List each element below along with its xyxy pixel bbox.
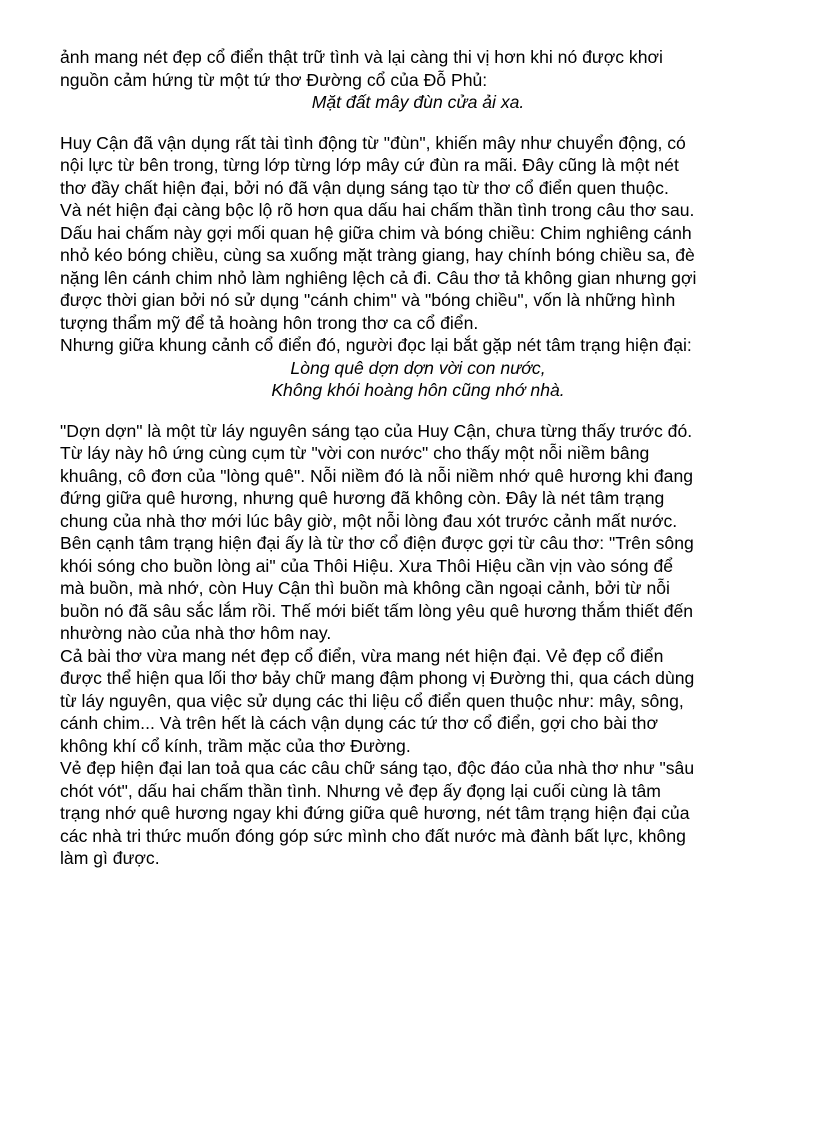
text-line: nội lực từ bên trong, từng lớp từng lớp mây cứ đùn ra mãi. Đây cũng là một nét <box>60 155 679 175</box>
text-line: từ láy nguyên, qua việc sử dụng các thi liệu cổ điển quen thuộc như: mây, sông, <box>60 690 684 711</box>
text-line: khuâng, cô đơn của "lòng quê". Nỗi niềm đó là nỗi niềm nhớ quê hương khi đang <box>60 465 694 486</box>
text-line: trạng nhớ quê hương ngay khi đứng giữa quê hương, nét tâm trạng hiện đại của <box>60 803 690 823</box>
text-line: Và nét hiện đại càng bộc lộ rõ hơn qua dấu hai chấm thần tình trong câu thơ sau. <box>60 200 695 220</box>
text-line: thơ đầy chất hiện đại, bởi nó đã vận dụng sáng tạo từ thơ cổ điển quen thuộc. <box>60 177 669 198</box>
text-line: Cả bài thơ vừa mang nét đẹp cổ điển, vừa mang nét hiện đại. Vẻ đẹp cổ điển <box>60 645 664 666</box>
text-line: Từ láy này hô ứng cùng cụm từ "vời con nước" cho thấy một nỗi niềm bâng <box>60 443 650 463</box>
text-line: chung của nhà thơ mới lúc bây giờ, một nỗi lòng đau xót trước cảnh mất nước. <box>60 510 678 531</box>
verse-line: Lòng quê dợn dợn vời con nước, <box>290 357 546 378</box>
text-line: nguồn cảm hứng từ một tứ thơ Đường cổ của Đỗ Phủ: <box>60 69 488 90</box>
paragraph-3 <box>60 334 776 357</box>
text-line: mà buồn, mà nhớ, còn Huy Cận thì buồn mà không cần ngoại cảnh, bởi từ nỗi <box>60 578 670 598</box>
text-line: được thể hiện qua lối thơ bảy chữ mang đậm phong vị Đường thi, qua cách dùng <box>60 668 695 688</box>
paragraph-2 <box>60 199 776 334</box>
text-line: "Dợn dợn" là một từ láy nguyên sáng tạo của Huy Cận, chưa từng thấy trước đó. <box>60 420 693 441</box>
verse-quote-1 <box>60 91 776 114</box>
text-line: khói sóng cho buồn lòng ai" của Thôi Hiệu. Xưa Thôi Hiệu cần vịn vào sóng để <box>60 555 674 576</box>
text-line: các nhà tri thức muốn đóng góp sức mình cho đất nước mà đành bất lực, không <box>60 825 686 846</box>
paragraph-1 <box>60 132 776 200</box>
intro-paragraph <box>60 46 776 91</box>
paragraph-5 <box>60 532 776 645</box>
text-line: làm gì được. <box>60 848 160 868</box>
paragraph-4 <box>60 420 776 533</box>
verse-line: Mặt đất mây đùn cửa ải xa. <box>311 92 525 112</box>
text-line: Huy Cận đã vận dụng rất tài tình động từ "đùn", khiến mây như chuyển động, có <box>60 132 686 153</box>
text-line: Bên cạnh tâm trạng hiện đại ấy là từ thơ cổ điện được gợi từ câu thơ: "Trên sông <box>60 533 694 553</box>
text-line: nhường nào của nhà thơ hôm nay. <box>60 623 332 643</box>
text-line: tượng thẩm mỹ để tả hoàng hôn trong thơ ca cổ điển. <box>60 312 479 333</box>
text-line: Nhưng giữa khung cảnh cổ điển đó, người đọc lại bắt gặp nét tâm trạng hiện đại: <box>60 335 692 355</box>
text-line: nhỏ kéo bóng chiều, cùng sa xuống mặt tràng giang, hay chính bóng chiều sa, đè <box>60 245 695 265</box>
paragraph-7 <box>60 757 776 870</box>
text-line: cánh chim... Và trên hết là cách vận dụng các tứ thơ cổ điển, gợi cho bài thơ <box>60 713 658 733</box>
verse-quote-2 <box>60 357 776 402</box>
text-line: được thời gian bởi nó sử dụng "cánh chim" và "bóng chiều", vốn là những hình <box>60 290 676 310</box>
text-line: Dấu hai chấm này gợi mối quan hệ giữa chim và bóng chiều: Chim nghiêng cánh <box>60 222 692 243</box>
verse-line: Không khói hoàng hôn cũng nhớ nhà. <box>271 380 565 400</box>
text-line: buồn nó đã sâu sắc lắm rồi. Thế mới biết tấm lòng yêu quê hương thắm thiết đến <box>60 600 694 621</box>
paragraph-6 <box>60 645 776 758</box>
text-line: ảnh mang nét đẹp cổ điển thật trữ tình và lại càng thi vị hơn khi nó được khơi <box>60 47 663 67</box>
text-line: đứng giữa quê hương, nhưng quê hương đã không còn. Đây là nét tâm trạng <box>60 488 665 508</box>
text-line: không khí cổ kính, trầm mặc của thơ Đường. <box>60 735 411 756</box>
text-line: nặng lên cánh chim nhỏ làm nghiêng lệch cả đi. Câu thơ tả không gian nhưng gợi <box>60 267 697 288</box>
text-line: Vẻ đẹp hiện đại lan toả qua các câu chữ sáng tạo, độc đáo của nhà thơ như "sâu <box>60 758 695 778</box>
text-line: chót vót", dấu hai chấm thần tình. Nhưng vẻ đẹp ấy đọng lại cuối cùng là tâm <box>60 780 661 801</box>
